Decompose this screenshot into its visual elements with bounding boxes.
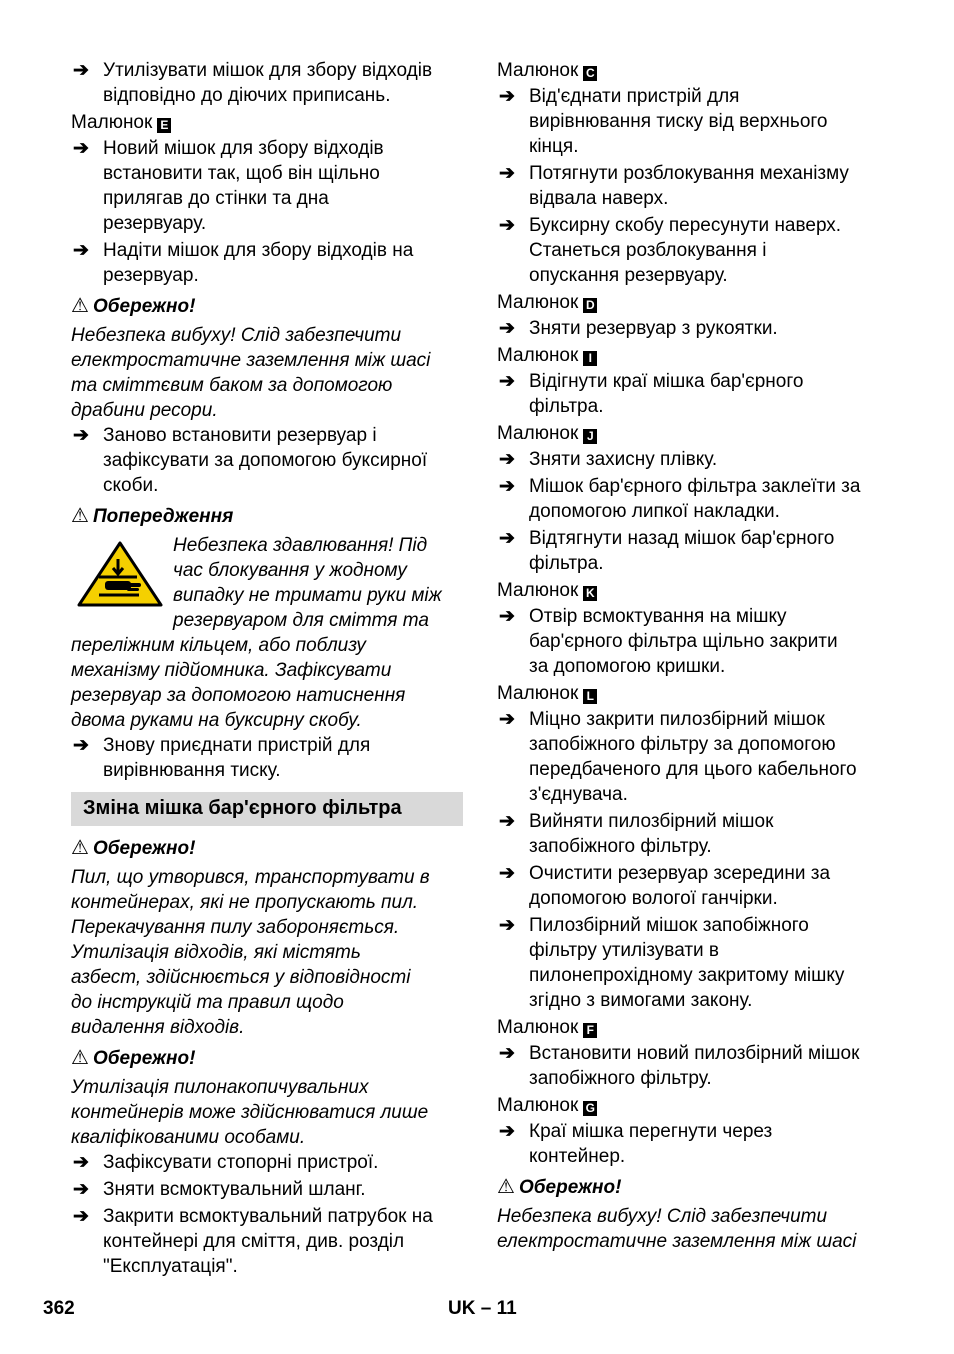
step-line: Надіти мішок для збору відходів на	[103, 240, 414, 261]
figure-label: Малюнок	[497, 683, 579, 704]
figure-ref	[497, 578, 889, 604]
right-column	[497, 58, 889, 1254]
step-line: Станеться розблокування і	[529, 240, 767, 261]
figure-ref	[497, 421, 889, 447]
text-line: резервуар за допомогою натиснення	[71, 685, 406, 706]
step-line: передбаченого для цього кабельного	[529, 759, 857, 780]
text-line: двома руками на буксирну скобу.	[71, 710, 362, 731]
text-line: Небезпека здавлювання! Під	[173, 535, 428, 556]
text-line: контейнерів може здійснюватися лише	[71, 1102, 429, 1123]
step-line: Закрити всмоктувальний патрубок на	[103, 1206, 433, 1227]
caution-title: Обережно!	[93, 1048, 196, 1069]
arrow-right-icon: ➔	[73, 1152, 89, 1173]
step-line: Новий мішок для збору відходів	[103, 138, 384, 159]
text-line: Утилізація пилонакопичувальних	[71, 1077, 369, 1098]
step-line: контейнері для сміття, див. розділ	[103, 1231, 405, 1252]
text-line: азбест, здійснюється у відповідності	[71, 967, 411, 988]
warning-triangle-icon: ⚠	[71, 1047, 89, 1069]
caution-title: Обережно!	[93, 296, 196, 317]
arrow-right-icon: ➔	[73, 425, 89, 446]
text-line: Утилізація відходів, які містять	[71, 942, 361, 963]
caution-heading	[497, 1175, 889, 1200]
step-line: Краї мішка перегнути через	[529, 1121, 773, 1142]
caution-heading	[71, 836, 463, 861]
hand-crush-hazard-icon	[75, 539, 165, 609]
step	[497, 213, 889, 288]
figure-letter: I	[583, 351, 597, 366]
warning-text	[71, 533, 463, 733]
step-line: Відігнути краї мішка бар'єрного	[529, 371, 804, 392]
step-line: опускання резервуару.	[529, 265, 728, 286]
step-line: Відтягнути назад мішок бар'єрного	[529, 528, 835, 549]
step-line: резервуару.	[103, 213, 207, 234]
figure-label: Малюнок	[497, 60, 579, 81]
step-line: Міцно закрити пилозбірний мішок	[529, 709, 825, 730]
figure-label: Малюнок	[497, 580, 579, 601]
page-code: UK – 11	[448, 1298, 517, 1319]
step-line: фільтру утилізувати в	[529, 940, 720, 961]
step	[497, 861, 889, 911]
figure-letter: C	[583, 66, 597, 81]
step	[497, 316, 889, 341]
page-number: 362	[43, 1298, 75, 1319]
step-line: пилонепрохідному закритому мішку	[529, 965, 845, 986]
step	[71, 1150, 463, 1175]
caution-text	[497, 1204, 889, 1254]
step-line: резервуар.	[103, 265, 199, 286]
step-line: "Експлуатація".	[103, 1256, 238, 1277]
step-line: Від'єднати пристрій для	[529, 86, 740, 107]
step-line: відвала наверх.	[529, 188, 669, 209]
warning-triangle-icon: ⚠	[71, 295, 89, 317]
figure-ref	[497, 681, 889, 707]
text-line: кваліфікованими особами.	[71, 1127, 306, 1148]
arrow-right-icon: ➔	[499, 1121, 515, 1142]
step-line: Зафіксувати стопорні пристрої.	[103, 1152, 379, 1173]
step-line: кінця.	[529, 136, 579, 157]
step	[71, 733, 463, 783]
text-line: резервуаром для сміття та	[173, 610, 429, 631]
text-line: контейнерах, які не пропускають пил.	[71, 892, 419, 913]
step-line: відповідно до діючих приписань.	[103, 85, 391, 106]
arrow-right-icon: ➔	[73, 1179, 89, 1200]
figure-ref	[497, 343, 889, 369]
arrow-right-icon: ➔	[499, 1043, 515, 1064]
caution-heading	[71, 1046, 463, 1071]
figure-label: Малюнок	[497, 1095, 579, 1116]
step	[71, 1204, 463, 1279]
text-line: Пил, що утворився, транспортувати в	[71, 867, 430, 888]
step-line: вирівнювання тиску від верхнього	[529, 111, 828, 132]
arrow-right-icon: ➔	[499, 709, 515, 730]
warning-triangle-icon: ⚠	[497, 1176, 515, 1198]
caution-title: Обережно!	[93, 838, 196, 859]
text-line: механізму підйомника. Зафіксувати	[71, 660, 392, 681]
step-line: з'єднувача.	[529, 784, 628, 805]
arrow-right-icon: ➔	[499, 863, 515, 884]
step-line: вирівнювання тиску.	[103, 760, 281, 781]
text-line: видалення відходів.	[71, 1017, 245, 1038]
step-line: прилягав до стінки та дна	[103, 188, 329, 209]
step	[497, 447, 889, 472]
warning-triangle-icon: ⚠	[71, 505, 89, 527]
step	[497, 707, 889, 807]
arrow-right-icon: ➔	[499, 528, 515, 549]
arrow-right-icon: ➔	[499, 215, 515, 236]
step-line: фільтра.	[529, 396, 604, 417]
step-line: Знову приєднати пристрій для	[103, 735, 371, 756]
figure-label: Малюнок	[497, 292, 579, 313]
figure-letter: F	[583, 1023, 597, 1038]
step-line: Заново встановити резервуар і	[103, 425, 377, 446]
step	[71, 58, 463, 108]
step-line: за допомогою кришки.	[529, 656, 726, 677]
caution-text	[71, 1075, 463, 1150]
arrow-right-icon: ➔	[499, 476, 515, 497]
caution-heading	[71, 294, 463, 319]
figure-letter: J	[583, 429, 597, 444]
step	[71, 136, 463, 236]
arrow-right-icon: ➔	[73, 60, 89, 81]
step-line: запобіжного фільтру.	[529, 1068, 712, 1089]
step-line: допомогою вологої ганчірки.	[529, 888, 778, 909]
arrow-right-icon: ➔	[499, 371, 515, 392]
figure-label: Малюнок	[497, 423, 579, 444]
step-line: запобіжного фільтру.	[529, 836, 712, 857]
arrow-right-icon: ➔	[499, 163, 515, 184]
caution-title: Обережно!	[519, 1177, 622, 1198]
text-line: Перекачування пилу забороняється.	[71, 917, 400, 938]
step-line: Буксирну скобу пересунути наверх.	[529, 215, 842, 236]
figure-label: Малюнок	[497, 345, 579, 366]
text-line: електростатичне заземлення між шасі	[497, 1231, 857, 1252]
caution-text	[71, 323, 463, 423]
step-line: зафіксувати за допомогою буксирної	[103, 450, 428, 471]
step	[71, 423, 463, 498]
step-line: Зняти всмоктувальний шланг.	[103, 1179, 366, 1200]
step	[497, 369, 889, 419]
step-line: згідно з вимогами закону.	[529, 990, 753, 1011]
arrow-right-icon: ➔	[73, 138, 89, 159]
step-line: Мішок бар'єрного фільтра заклеїти за	[529, 476, 861, 497]
text-line: Небезпека вибуху! Слід забезпечити	[497, 1206, 828, 1227]
arrow-right-icon: ➔	[73, 240, 89, 261]
text-line: та сміттєвим баком за допомогою	[71, 375, 393, 396]
step	[497, 161, 889, 211]
figure-label: Малюнок	[71, 112, 153, 133]
figure-letter: E	[157, 118, 171, 133]
step	[497, 809, 889, 859]
figure-ref	[71, 110, 463, 136]
step-line: фільтра.	[529, 553, 604, 574]
step-line: Вийняти пилозбірний мішок	[529, 811, 774, 832]
step-line: Встановити новий пилозбірний мішок	[529, 1043, 860, 1064]
arrow-right-icon: ➔	[73, 1206, 89, 1227]
step	[497, 84, 889, 159]
text-line: випадку не тримати руки між	[173, 585, 442, 606]
arrow-right-icon: ➔	[499, 811, 515, 832]
figure-ref	[497, 1093, 889, 1119]
step-line: Утилізувати мішок для збору відходів	[103, 60, 433, 81]
step	[71, 238, 463, 288]
step-line: Очистити резервуар зсередини за	[529, 863, 831, 884]
step	[497, 1041, 889, 1091]
step-line: встановити так, щоб він щільно	[103, 163, 380, 184]
figure-ref	[497, 1015, 889, 1041]
text-line: переліжним кільцем, або поблизу	[71, 635, 366, 656]
text-line: драбини ресори.	[71, 400, 218, 421]
step-line: Потягнути розблокування механізму	[529, 163, 849, 184]
arrow-right-icon: ➔	[499, 915, 515, 936]
text-line: час блокування у жодному	[173, 560, 407, 581]
warning-title: Попередження	[93, 506, 234, 527]
step-line: Зняти захисну плівку.	[529, 449, 718, 470]
caution-text	[71, 865, 463, 1040]
figure-letter: D	[583, 298, 597, 313]
figure-letter: G	[583, 1101, 597, 1116]
step-line: скоби.	[103, 475, 159, 496]
arrow-right-icon: ➔	[499, 449, 515, 470]
step-line: бар'єрного фільтра щільно закрити	[529, 631, 838, 652]
arrow-right-icon: ➔	[499, 606, 515, 627]
arrow-right-icon: ➔	[73, 735, 89, 756]
warning-triangle-icon: ⚠	[71, 837, 89, 859]
step	[71, 1177, 463, 1202]
step-line: Пилозбірний мішок запобіжного	[529, 915, 809, 936]
step	[497, 604, 889, 679]
text-line: Небезпека вибуху! Слід забезпечити	[71, 325, 402, 346]
step	[497, 474, 889, 524]
step-line: контейнер.	[529, 1146, 626, 1167]
step-line: Отвір всмоктування на мішку	[529, 606, 787, 627]
text-line: до інструкцій та правил щодо	[71, 992, 344, 1013]
step	[497, 526, 889, 576]
step-line: запобіжного фільтру за допомогою	[529, 734, 836, 755]
figure-letter: L	[583, 689, 597, 704]
figure-label: Малюнок	[497, 1017, 579, 1038]
text-line: електростатичне заземлення між шасі	[71, 350, 431, 371]
figure-ref	[497, 290, 889, 316]
figure-letter: K	[583, 586, 597, 601]
arrow-right-icon: ➔	[499, 86, 515, 107]
warning-heading	[71, 504, 463, 529]
arrow-right-icon: ➔	[499, 318, 515, 339]
step	[497, 1119, 889, 1169]
left-column	[71, 58, 463, 1281]
section-heading: Зміна мішка бар'єрного фільтра	[71, 792, 463, 826]
step	[497, 913, 889, 1013]
step-line: Зняти резервуар з рукоятки.	[529, 318, 778, 339]
figure-ref	[497, 58, 889, 84]
step-line: допомогою липкої накладки.	[529, 501, 780, 522]
